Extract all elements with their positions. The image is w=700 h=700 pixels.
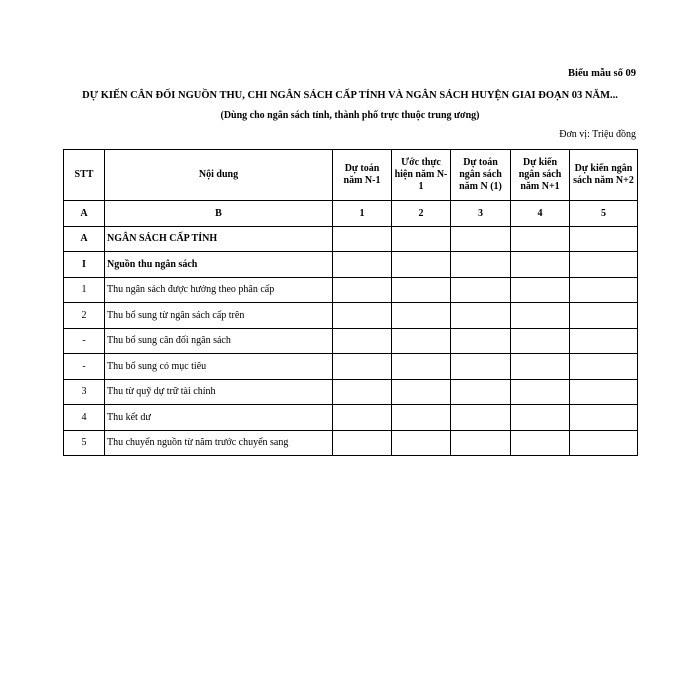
row-value-cell xyxy=(511,252,570,278)
row-value-cell xyxy=(570,430,638,456)
row-stt: - xyxy=(64,354,105,380)
row-value-cell xyxy=(451,328,511,354)
row-value-cell xyxy=(570,303,638,329)
row-content: Thu bổ sung có mục tiêu xyxy=(105,354,333,380)
row-stt: 5 xyxy=(64,430,105,456)
budget-table xyxy=(63,149,638,456)
column-index-row xyxy=(64,201,638,227)
row-stt: 2 xyxy=(64,303,105,329)
row-stt: I xyxy=(64,252,105,278)
row-content: Thu bổ sung từ ngân sách cấp trên xyxy=(105,303,333,329)
row-value-cell xyxy=(570,328,638,354)
table-row xyxy=(64,379,638,405)
row-stt: - xyxy=(64,328,105,354)
row-value-cell xyxy=(570,379,638,405)
row-value-cell xyxy=(451,379,511,405)
row-value-cell xyxy=(392,252,451,278)
row-value-cell xyxy=(511,430,570,456)
row-value-cell xyxy=(333,379,392,405)
table-row xyxy=(64,354,638,380)
column-header-forecast-year-n2: Dự kiến ngân sách năm N+2 xyxy=(570,150,638,201)
row-content: Thu bổ sung cân đối ngân sách xyxy=(105,328,333,354)
column-header-estimate-year-n: Dự toán ngân sách năm N (1) xyxy=(451,150,511,201)
unit-label: Đơn vị: Triệu đồng xyxy=(559,129,636,140)
row-value-cell xyxy=(333,303,392,329)
row-value-cell xyxy=(333,252,392,278)
row-value-cell xyxy=(333,405,392,431)
row-value-cell xyxy=(511,405,570,431)
table-row xyxy=(64,405,638,431)
row-value-cell xyxy=(570,354,638,380)
row-stt: 4 xyxy=(64,405,105,431)
table-row xyxy=(64,277,638,303)
row-content: Thu ngân sách được hưởng theo phân cấp xyxy=(105,277,333,303)
row-value-cell xyxy=(570,252,638,278)
row-value-cell xyxy=(451,226,511,252)
row-value-cell xyxy=(392,354,451,380)
table-row xyxy=(64,226,638,252)
row-value-cell xyxy=(511,328,570,354)
row-value-cell xyxy=(333,354,392,380)
table-row xyxy=(64,328,638,354)
row-value-cell xyxy=(451,405,511,431)
row-value-cell xyxy=(511,303,570,329)
column-index: 1 xyxy=(333,201,392,227)
column-header-content: Nội dung xyxy=(105,150,333,201)
row-value-cell xyxy=(333,277,392,303)
row-value-cell xyxy=(333,226,392,252)
column-index: 2 xyxy=(392,201,451,227)
row-content: NGÂN SÁCH CẤP TỈNH xyxy=(105,226,333,252)
document-title: DỰ KIẾN CÂN ĐỐI NGUỒN THU, CHI NGÂN SÁCH CẤP TỈNH VÀ NGÂN SÁCH HUYỆN GIAI ĐOẠN 03 NĂM... xyxy=(82,90,618,101)
row-value-cell xyxy=(392,379,451,405)
row-value-cell xyxy=(451,303,511,329)
row-value-cell xyxy=(392,303,451,329)
row-value-cell xyxy=(570,405,638,431)
document-subtitle: (Dùng cho ngân sách tỉnh, thành phố trực thuộc trung ương) xyxy=(220,110,480,121)
row-content: Thu kết dư xyxy=(105,405,333,431)
row-value-cell xyxy=(392,328,451,354)
column-index: 3 xyxy=(451,201,511,227)
row-value-cell xyxy=(392,430,451,456)
row-value-cell xyxy=(511,226,570,252)
row-value-cell xyxy=(451,430,511,456)
table-row xyxy=(64,303,638,329)
row-content: Thu chuyển nguồn từ năm trước chuyển sang xyxy=(105,430,333,456)
column-header-forecast-year-n1: Dự kiến ngân sách năm N+1 xyxy=(511,150,570,201)
column-index: B xyxy=(105,201,333,227)
column-index: 5 xyxy=(570,201,638,227)
row-value-cell xyxy=(511,354,570,380)
column-index: A xyxy=(64,201,105,227)
row-value-cell xyxy=(511,379,570,405)
table-row xyxy=(64,430,638,456)
row-content: Nguồn thu ngân sách xyxy=(105,252,333,278)
column-index: 4 xyxy=(511,201,570,227)
row-value-cell xyxy=(451,252,511,278)
row-value-cell xyxy=(333,430,392,456)
row-value-cell xyxy=(451,354,511,380)
row-value-cell xyxy=(570,277,638,303)
column-header-actual-prev-year: Ước thực hiện năm N-1 xyxy=(392,150,451,201)
table-row xyxy=(64,252,638,278)
row-stt: A xyxy=(64,226,105,252)
row-value-cell xyxy=(392,405,451,431)
row-value-cell xyxy=(451,277,511,303)
column-header-stt: STT xyxy=(64,150,105,201)
row-value-cell xyxy=(392,226,451,252)
row-stt: 3 xyxy=(64,379,105,405)
row-value-cell xyxy=(570,226,638,252)
form-number: Biểu mẫu số 09 xyxy=(568,68,636,79)
table-header-row xyxy=(64,150,638,201)
table-body xyxy=(64,226,638,456)
column-header-estimate-prev-year: Dự toán năm N-1 xyxy=(333,150,392,201)
row-content: Thu từ quỹ dự trữ tài chính xyxy=(105,379,333,405)
row-stt: 1 xyxy=(64,277,105,303)
row-value-cell xyxy=(392,277,451,303)
row-value-cell xyxy=(511,277,570,303)
row-value-cell xyxy=(333,328,392,354)
